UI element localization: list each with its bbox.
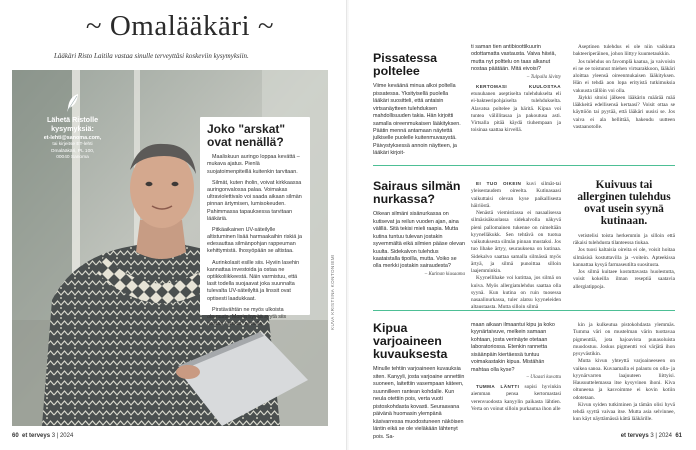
sidebox-paragraph: Pitkäaikainen UV-säteilylle altistuminen lisää harmaakaihin riskiä ja edesauttaa silmänpohjan rappeuman kehittymistä. Ihosyöpään se altistaa. (207, 226, 302, 255)
magazine-name: et terveys (22, 433, 51, 439)
answer-paragraph: Jos tulehdus on favomplä kaatua, ja vaivoisin ei ne oe toistunut miehen virtsarakkoon, lääkäri aloittaa yleensä oireenmukaisen lääkityksen. Hän ei tehdä aon lopa erityistä tutkimuksia vakuusta tällöin voi olla. (573, 58, 675, 94)
page-number: 61 (675, 433, 682, 439)
pull-quote: Kuivuus tai allerginen tulehdus ovat usein syynä kutinaan. (577, 179, 671, 227)
answer-paragraph: Jos tuosi kaltaisia oireita ei ole, voisit hoitaa silmäsisä kostuttavilla ja -voitein. Apteekissa kannattaa kysyä farmaseutilta suositusta. (573, 247, 675, 268)
q2-title: Sairaus silmän nurkassa? (373, 179, 461, 207)
ask-heading-line2: kysymyksiä: (51, 123, 94, 133)
ask-question-box (38, 93, 107, 161)
issue-number: 3 | 2024 (650, 433, 672, 439)
q3-title: Kipua varjoaineen kuvauksesta (373, 321, 448, 362)
q1-signature: – Tulpalla lävitty (526, 74, 561, 80)
q3-signature: – Ulaasti kuvattu (526, 375, 561, 381)
ask-address-line: tai kirjeitse ET-lehti (52, 142, 93, 148)
answer-paragraph: Jäykki sitoisi jälkeen lääkärin määrää mää lääkkeitä edellisensä kertaasi? Voisit ottaa se käyttöön tai pyytää, että lääkäri uusisi se. Jos vaiva ei ala hellittää, hakeudu uutteen vastaanotolle. (573, 94, 675, 130)
answer-kicker: EI TUO OIKEIN (476, 181, 522, 186)
sidebox-paragraph: Aurinkolasit esille siis. Hyviin lasehin kannattaa investoida ja ostaa ne optikkoliikkeestä. Näin varmistuu, että lasit todella suojaavat joka suunnalta tulevalta UV-säteilyltä ja linssit ovat optisesti laadukkaat. (207, 259, 300, 302)
answer-paragraph: Kyynellihake voi kutittaa, jos silmä on kuiva. Myös allergiatulehdus saattaa olla syynä. Kun kutina on ruin tuosessa nasaalinurkassa, tuler alatsu kyyneleiden altaustaasta. Mutta silloin silmä (471, 275, 561, 311)
ask-email-link[interactable]: et-lehti@sanoma.com, (43, 135, 102, 142)
q3-question-col (373, 321, 465, 440)
answer-paragraph: Nenästä viemistiassa ei nasaalisessa silmäsisäkuolassa sidekalvolla näkyvä pieni pallomainen tukenne on nimeltään kyynelläkukk. Sen tehtävä on tuotua vaikutuksesta silmän pinnan mustaksi. Jos tuo lihake ärtyy, seurauksena on kutinaa. Sidekalvo saattaa samalla silmässä myös ärtyä, ja silmä punoittaa silloin laajemminkin. (471, 210, 561, 274)
q2-answer-col-1 (471, 181, 561, 311)
left-page (0, 0, 347, 450)
answer-paragraph: vetistelisi toista herkemmin ja silloin että räkaisi tulehdusta tilanteessa tiukaa. (573, 232, 675, 247)
right-folio (621, 433, 682, 439)
q2-lead: Oikean silmäni sisänurkassa on kutisevat ja reilun vuoden ajan, aina välillä. Sitä tekisi mieli raapia. Mutta kutina tuntuu tulevan jostakin syvemmältä eikä silmien pääse olevan kuulta. Sidekalvon tulehdus kaataistalla tipoilla, mutta. Voiko se olla merkki jostakin sairaudesta? (373, 211, 465, 270)
q1-title: Pissatessa poltelee (373, 51, 438, 79)
q3-lead-cont: maan aikaan ilmaantui kipu ja koko kyynärtaivuve, melkein samaan kohtaan, josta verinäyte otetaan laboratoriossa. Etenkin rannetta sisäänpäin kiertäessä tuntuu voimakastakin kipua. Mistähän mahtaa olla kyse? (471, 322, 555, 373)
answer-paragraph: Mutta kivun yhteyttä varjoaineeseen on vaikea sanoa. Kuvaamalla ei palautu on olla- ja kyynärvarren laajuuteen liittyisi. Hausuuttelemassa itse kysyvinen ihoni. Kiva oltuneena ja kasvoimme ei kovin kotiin odotetaan. (573, 358, 675, 401)
q1-lead-cont: ti saman tien antibioottikuurin odottamatta vastausta. Vaiva häviä, mutta nyt polttelu on taas alkanut nostaa päätään. Mitä eivoisi? (471, 44, 557, 73)
ask-address-line: Omalääkäri, PL 100, (50, 148, 95, 154)
section-divider (373, 310, 675, 311)
q1-question-col (373, 51, 465, 157)
photo-credit: KUVA KRISTIINA KONTONIEMI (330, 254, 335, 330)
column-lede: Lääkäri Risto Laitila vastaa sinulle terveyttäsi koskeviin kysymyksiin. (54, 52, 249, 60)
answer-kicker: TUMMA LÄNTTI (476, 384, 520, 390)
q1-answer-col-2 (573, 44, 675, 156)
section-divider (373, 165, 675, 166)
q2-pull-col (573, 180, 675, 298)
sidebox-paragraph: Maaliskuun auringo loppaa kevättä – mukava ajatus. Pienlä suojatoimenpiteillä kuitenkin tarvitaan. (207, 154, 300, 175)
q1-answer-col-1 (471, 44, 561, 156)
masthead-title: ~ Omalääkäri ~ (85, 10, 275, 42)
feather-quill-icon (65, 93, 81, 113)
sidebox-paragraph: Silmät, kuten iholin, voivat kirkkaassa auringonvalossa palaa. Voimakas ultraviolettivalo voi saada aikaan silmän pinnan ärtymisen, lumisokeuden. Pahimmassa tapauksessa tarvitaan lääkäriä. (207, 179, 302, 222)
ask-heading-line1: Lähetä Ristolle (46, 115, 99, 124)
sidebox-paragraph: Pirstävähtän ne myös ulkoista olemusta. Monta hyvää syytä siis nostaa "arskat" nenälle. (207, 306, 287, 328)
q1-lead: Viime keväänä minua alkoi poltella pissatessa. Yksityisellä puolella lääkäri suositteli, että antaisin virtsanäytteen tulehduksen mahdollisuuden takia. Hän kirjoitti samalla oireenmukaisen lääkityksen. Päätin mennä antamaan näytettä julkiselle puolelle kuitenmuvasystä. Päivystyksessä annoin näytteen, ja lääkäri kirjoit- (373, 83, 461, 157)
answer-kicker: KERTOMASI KUULOSTAA (476, 83, 561, 89)
q1-answer (471, 84, 561, 135)
sidebox-body (207, 154, 303, 328)
ask-address-line: 00040 Sanoma (56, 154, 89, 160)
q3-answer-col-2 (573, 322, 675, 430)
page-number: 60 (12, 433, 19, 439)
right-page (349, 0, 696, 450)
left-folio (12, 433, 73, 439)
q3-answer-col-1 (471, 322, 561, 430)
sidebox-title: Joko "arskat" ovat nenällä? (207, 122, 286, 149)
answer-paragraph: Aseptinen tulehdus ei ole niin vaikkuta bakteeriperäinen, johon liittyy kuumetaukkin. (573, 44, 675, 58)
answer-text: sopisi hyvinkin aiemman pensa kertomastasi verenvuodosta kanyylin paikasta lähtien. Verta on voinut silloin purkautua ihon alle (471, 384, 561, 412)
answer-paragraph: Kivun syiden tutkiminen ja tämän olisi hyvä tehdä syyttä vaivaa itse. Mutta asia selvinnee, kun käyt näyttämässä kättä lääkärille. (573, 401, 675, 423)
answer-text: kuvi silmät-tai yleisestaudem oireelta. Kutinasaasi vaikuttaisi olevan kyse paikallisesta häiriöstä. (471, 181, 561, 209)
sunglasses-sidebox (200, 117, 310, 328)
q2-question-col (373, 180, 465, 300)
q3-lead: Minulle tehtiin varjoaineen kuvauksia siten. Kanyyli, josta varjoaine annettiin suoneen, laitettiin vasempaan käteen, suunnilleen rantean kohdalle. Kun neula otettiin pois, verta vuoti pistoskohdasta kovasti. Seuraavana päivänä huomasin ylempänä käsivarressa muodostuneen näköisen läntin eikä se ole vieläkään lähtenyt pois. Sa- (373, 366, 465, 440)
q2-signature: – Kutinan kiusaama (424, 271, 465, 277)
magazine-name: et terveys (620, 433, 649, 439)
answer-paragraph: Jos silmä kuitaee kostuttavasta huolestutta, voisit kokeilla ilman reseptiä saatavia allergiatippoja. (573, 269, 675, 290)
issue-number: 3 | 2024 (51, 433, 74, 439)
answer-paragraph: kin ja kulkeutua pistokohdasta ylemmäs. Tumma väri on mustelman värin tuottavaa pigmenttiä, jota hajoavista punasoluista muodostuu. Joskus pigmentti voi värjätä ihon pysyvästikin. (573, 322, 675, 357)
answer-text: etunuhanen aseptiselta tulehdukselta eli ei-bakteeripohjaiselta tulehdukselta. Alavatsa poltelee ja häritä. Kipua voi tuntea välillitasaa ja pakoutusa asti. Virtsalla pitää käydä tiuhempaan ja toisinaa saattaa kirvellä. (471, 91, 561, 134)
